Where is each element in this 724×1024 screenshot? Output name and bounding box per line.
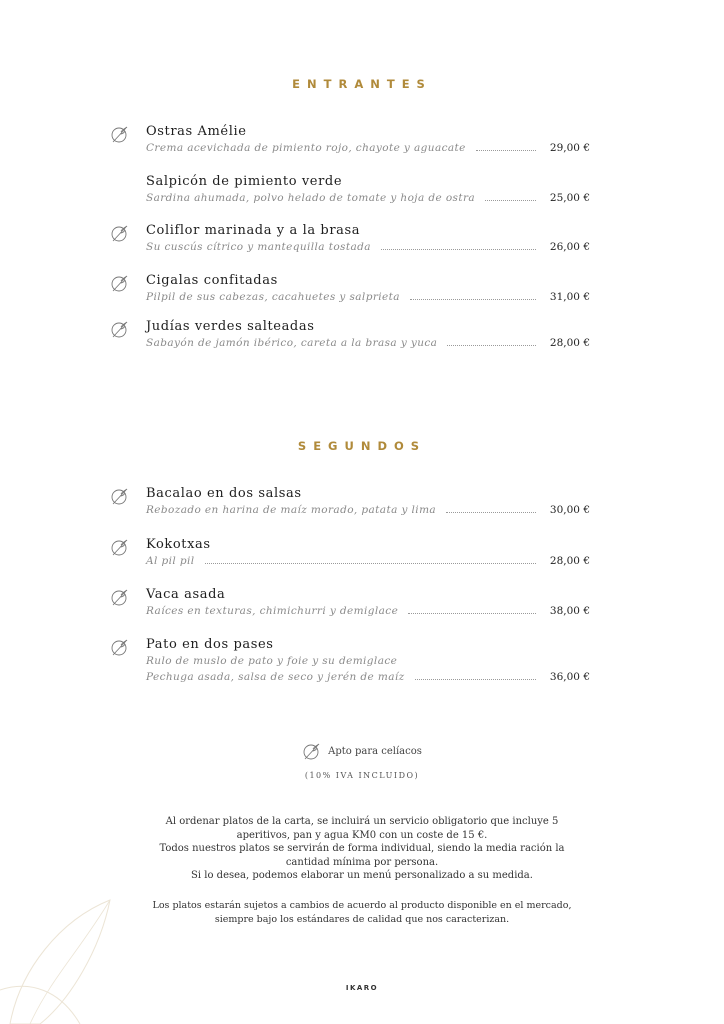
dish-price: 36,00 € <box>549 671 590 683</box>
dish-name: Ostras Amélie <box>146 124 247 139</box>
note-line: Si lo desea, podemos elaborar un menú personalizado a su medida. <box>191 870 533 881</box>
dish-name: Coliflor marinada y a la brasa <box>146 223 361 238</box>
dish-price: 29,00 € <box>549 142 590 154</box>
dish-description-line <box>146 669 590 683</box>
gluten-free-icon <box>110 486 130 506</box>
dish-description-line <box>146 553 590 567</box>
dish-description-line <box>146 502 590 516</box>
gluten-free-icon <box>110 223 130 243</box>
dish-description-line <box>146 239 590 253</box>
dish-name: Kokotxas <box>146 537 211 552</box>
dish-name: Cigalas confitadas <box>146 273 278 288</box>
legend-label: Apto para celíacos <box>328 745 422 757</box>
legend <box>0 741 724 761</box>
dish-description-line <box>146 190 590 204</box>
gluten-free-icon <box>110 319 130 339</box>
section-title-segundos: SEGUNDOS <box>297 439 427 453</box>
gluten-free-icon <box>110 537 130 557</box>
dish-price: 31,00 € <box>549 291 590 303</box>
dish-description: Sabayón de jamón ibérico, careta a la brasa y yuca <box>146 337 438 349</box>
gluten-free-icon <box>302 741 322 761</box>
dish-price: 28,00 € <box>549 337 590 349</box>
dish-price: 28,00 € <box>549 555 590 567</box>
dish-description: Sardina ahumada, polvo helado de tomate y hoja de ostra <box>146 192 476 204</box>
dish-description: Rulo de muslo de pato y foie y su demiglace <box>146 655 398 667</box>
dot-leader <box>446 512 536 513</box>
service-note <box>0 815 724 883</box>
dish-description-line <box>146 289 590 303</box>
dish-description: Su cuscús cítrico y mantequilla tostada <box>146 241 371 253</box>
dish-description: Raíces en texturas, chimichurri y demiglace <box>146 605 399 617</box>
dish-description-line <box>146 603 590 617</box>
section-title-entrantes: ENTRANTES <box>292 77 432 91</box>
dot-leader <box>410 299 536 300</box>
dish-price: 25,00 € <box>549 192 590 204</box>
dish-name: Pato en dos pases <box>146 637 274 652</box>
dot-leader <box>408 613 536 614</box>
dish-name: Bacalao en dos salsas <box>146 486 302 501</box>
dish-name: Vaca asada <box>146 587 226 602</box>
gluten-free-icon <box>110 273 130 293</box>
note-line: siempre bajo los estándares de calidad que nos caracterizan. <box>214 913 510 925</box>
dish-description: Crema acevichada de pimiento rojo, chayote y aguacate <box>146 142 466 154</box>
note-line: Al ordenar platos de la carta, se incluirá un servicio obligatorio que incluye 5 <box>165 816 559 827</box>
dot-leader <box>447 345 536 346</box>
dish-price: 26,00 € <box>549 241 590 253</box>
dish-description: Pilpil de sus cabezas, cacahuetes y salprieta <box>146 291 400 303</box>
dish-name: Salpicón de pimiento verde <box>146 174 343 189</box>
note-line: cantidad mínima por persona. <box>285 856 439 868</box>
dish-price: 38,00 € <box>549 605 590 617</box>
dish-name: Judías verdes salteadas <box>146 319 315 334</box>
dish-description-line <box>146 653 590 667</box>
dish-description-line <box>146 140 590 154</box>
brand-name: IKARO <box>345 984 379 992</box>
dot-leader <box>381 249 536 250</box>
dish-description: Rebozado en harina de maíz morado, patata y lima <box>146 504 437 516</box>
dish-description: Pechuga asada, salsa de seco y jerén de maíz <box>146 671 405 683</box>
dot-leader <box>485 200 536 201</box>
dish-description-line <box>146 335 590 349</box>
dot-leader <box>476 150 536 151</box>
vat-note: (10% IVA INCLUIDO) <box>304 771 420 780</box>
gluten-free-icon <box>110 124 130 144</box>
dot-leader <box>205 563 537 564</box>
note-line: Los platos estarán sujetos a cambios de acuerdo al producto disponible en el mercado, <box>152 900 572 911</box>
dish-description: Al pil pil <box>146 555 195 567</box>
market-note <box>0 899 724 926</box>
gluten-free-icon <box>110 587 130 607</box>
dish-price: 30,00 € <box>549 504 590 516</box>
note-line: Todos nuestros platos se servirán de forma individual, siendo la media ración la <box>159 843 565 854</box>
note-line: aperitivos, pan y agua KM0 con un coste de 15 €. <box>236 829 488 841</box>
gluten-free-icon <box>110 637 130 657</box>
dot-leader <box>415 679 536 680</box>
